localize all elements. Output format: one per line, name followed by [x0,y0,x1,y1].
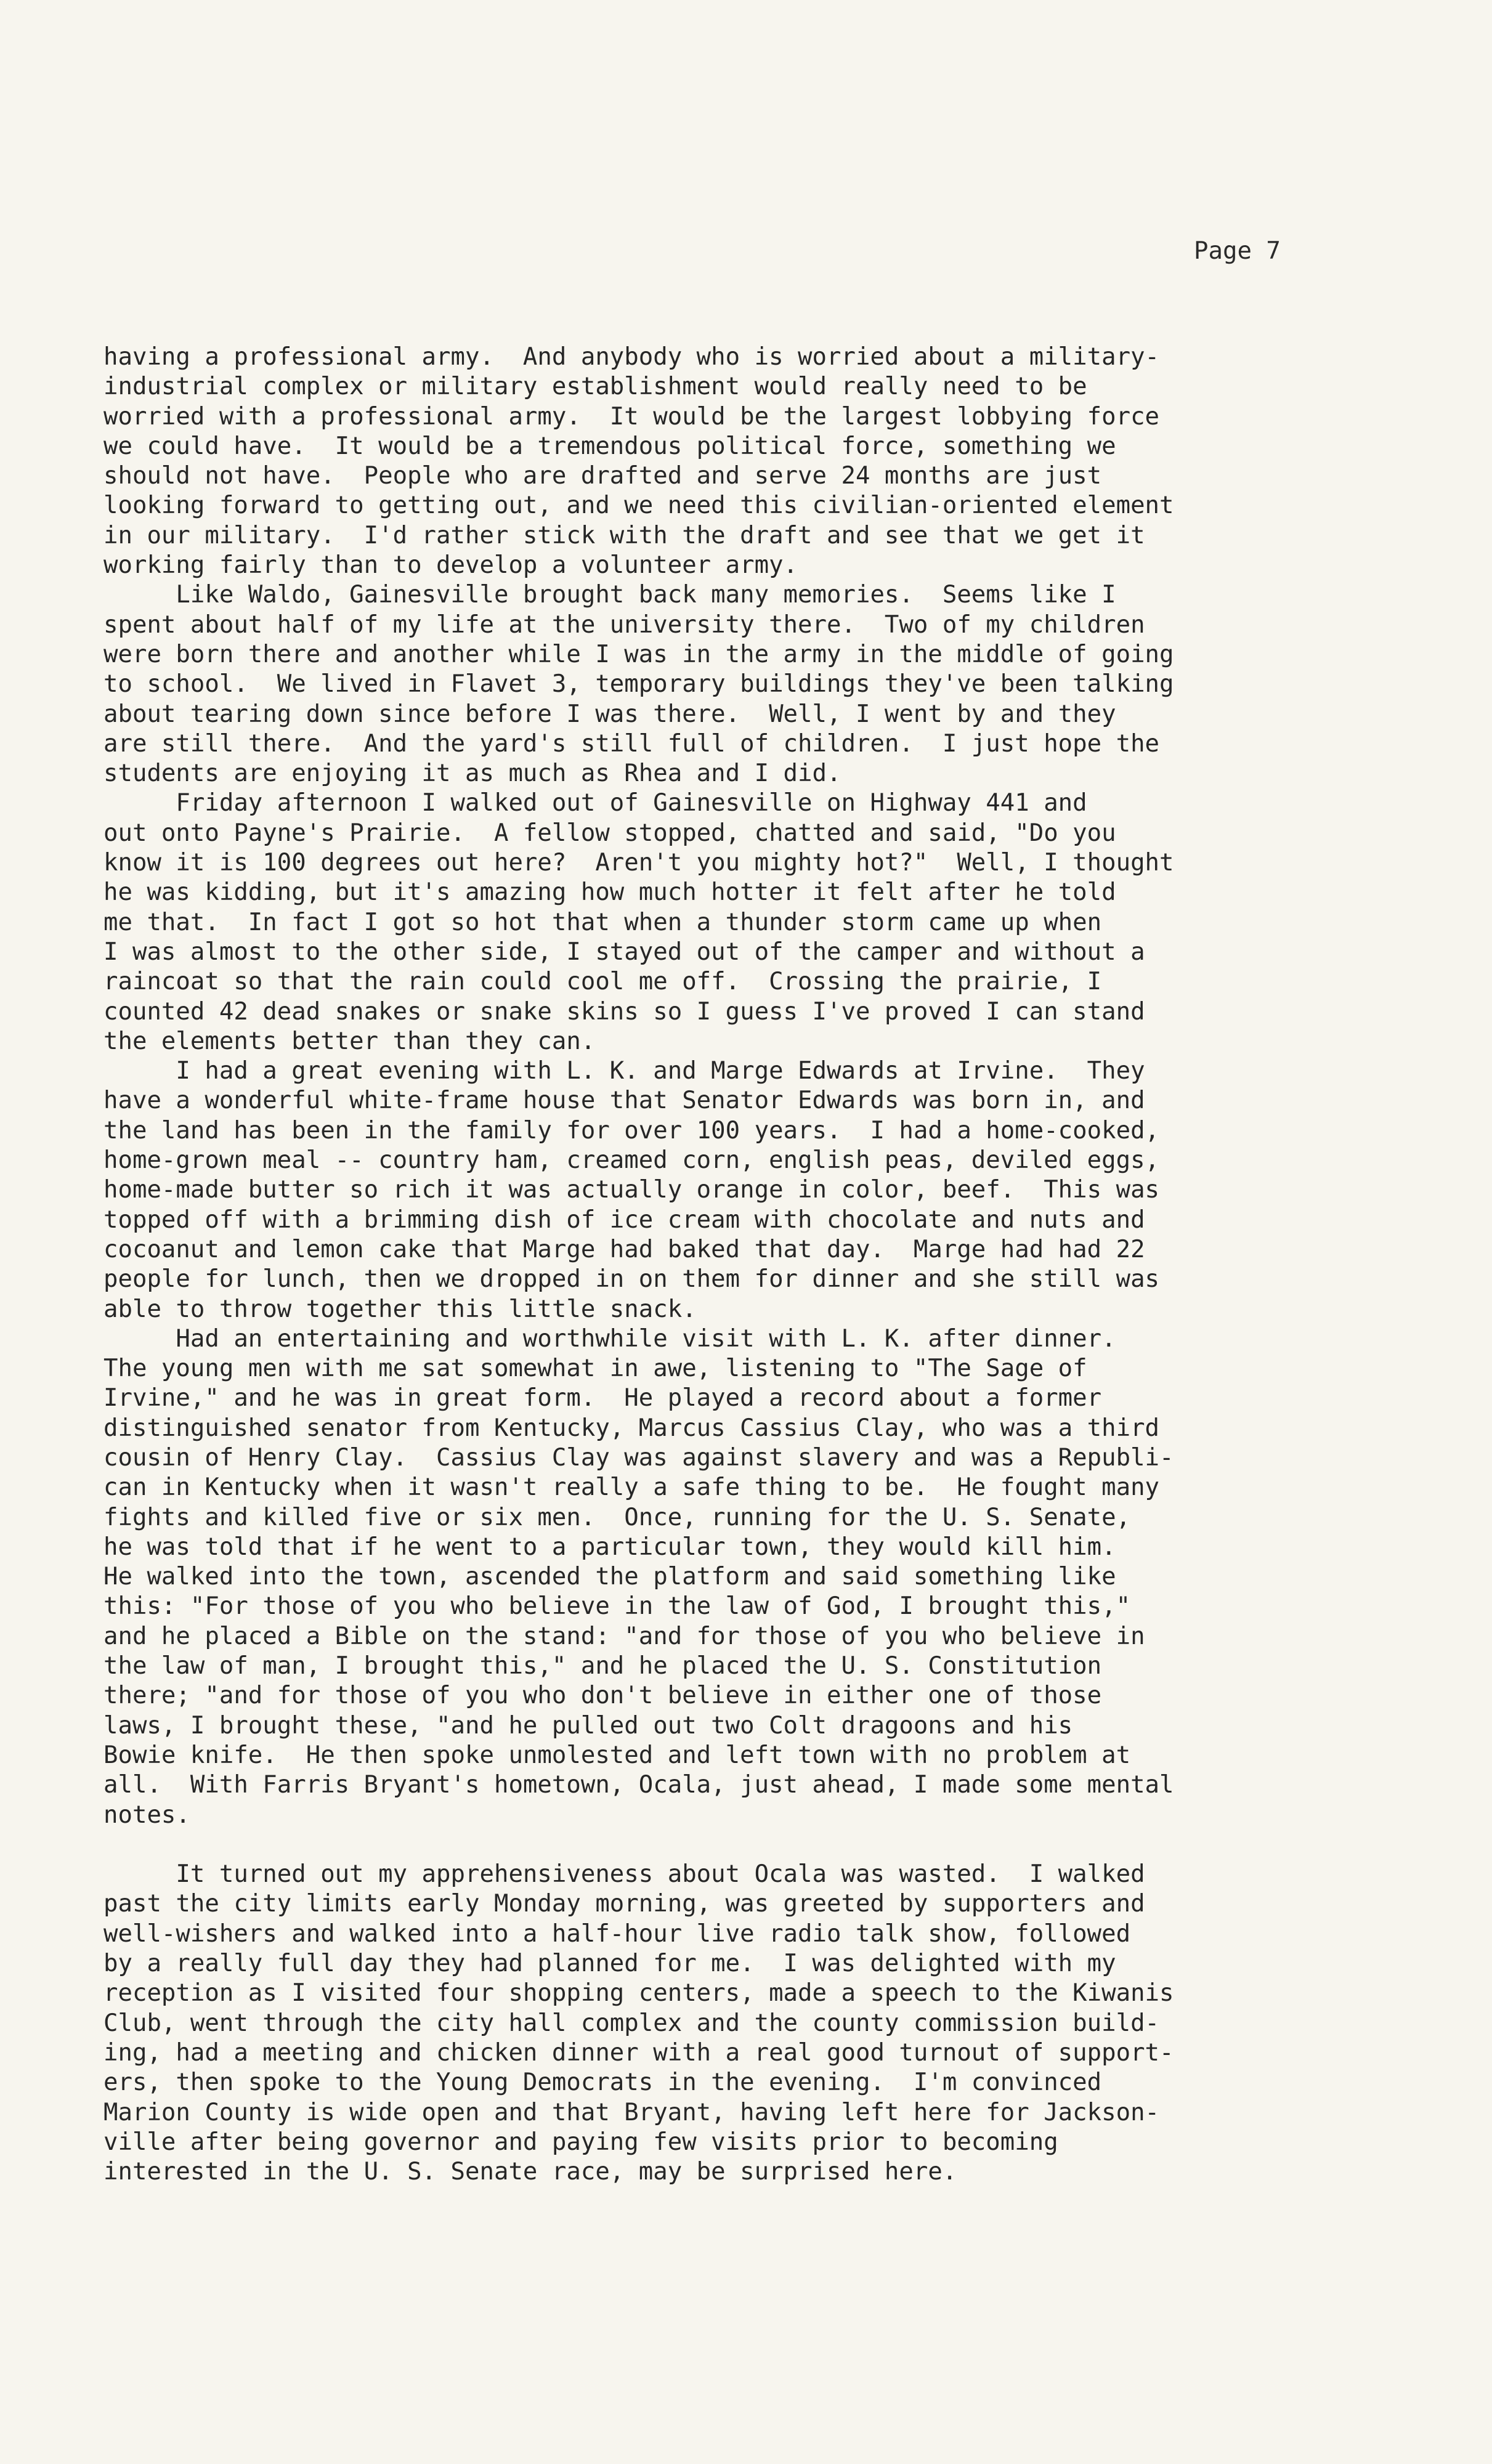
text-line: It turned out my apprehensiveness about Ocala was wasted. I walked [103,1860,1145,1889]
text-line: me that. In fact I got so hot that when a thunder storm came up when [103,908,1102,936]
text-line: Marion County is wide open and that Bryant, having left here for Jackson- [103,2098,1160,2126]
text-line: cousin of Henry Clay. Cassius Clay was against slavery and was a Republi- [103,1443,1174,1472]
text-line: Friday afternoon I walked out of Gainesville on Highway 441 and [103,789,1087,817]
text-line: by a really full day they had planned for me. I was delighted with my [103,1950,1116,1978]
text-line: well-wishers and walked into a half-hour live radio talk show, followed [103,1919,1131,1948]
text-line: looking forward to getting out, and we need this civilian-oriented element [103,492,1174,520]
page-number: Page 7 [1194,237,1281,265]
text-line: should not have. People who are drafted and serve 24 months are just [103,462,1102,490]
text-line: and he placed a Bible on the stand: "and for those of you who believe in [103,1622,1145,1650]
text-line: Had an entertaining and worthwhile visit with L. K. after dinner. [103,1324,1116,1353]
text-line: out onto Payne's Prairie. A fellow stopped, chatted and said, "Do you [103,819,1116,847]
text-line: distinguished senator from Kentucky, Marcus Cassius Clay, who was a third [103,1414,1160,1442]
text-line: worried with a professional army. It would be the largest lobbying force [103,402,1160,431]
text-line: able to throw together this little snack. [103,1295,697,1323]
text-line: can in Kentucky when it wasn't really a safe thing to be. He fought many [103,1473,1160,1502]
text-line: in our military. I'd rather stick with the draft and see that we get it [103,521,1145,549]
text-line: He walked into the town, ascended the platform and said something like [103,1563,1116,1591]
paragraph-3 [103,788,1459,1056]
text-line: notes. [103,1801,190,1829]
text-line: I was almost to the other side, I stayed out of the camper and without a [103,938,1145,966]
text-line: home-made butter so rich it was actually orange in color, beef. This was [103,1176,1160,1204]
text-line: this: "For those of you who believe in the law of God, I brought this," [103,1592,1131,1621]
text-line: industrial complex or military establishment would really need to be [103,373,1087,401]
text-line: home-grown meal -- country ham, creamed corn, english peas, deviled eggs, [103,1146,1160,1175]
text-line: about tearing down since before I was there. Well, I went by and they [103,700,1116,728]
text-line: ers, then spoke to the Young Democrats in the evening. I'm convinced [103,2069,1102,2097]
text-line: the land has been in the family for over 100 years. I had a home-cooked, [103,1116,1160,1145]
text-line: working fairly than to develop a volunteer army. [103,551,798,580]
text-line: Irvine," and he was in great form. He played a record about a former [103,1384,1102,1412]
text-line: to school. We lived in Flavet 3, temporary buildings they've been talking [103,670,1174,699]
text-line: the elements better than they can. [103,1027,596,1055]
text-line: he was told that if he went to a particular town, they would kill him. [103,1533,1116,1561]
text-line: people for lunch, then we dropped in on them for dinner and she still was [103,1265,1160,1294]
text-line: students are enjoying it as much as Rhea and I did. [103,760,841,788]
text-line: Like Waldo, Gainesville brought back many memories. Seems like I [103,581,1116,609]
text-line: are still there. And the yard's still full of children. I just hope the [103,729,1160,758]
text-line: spent about half of my life at the university there. Two of my children [103,610,1145,639]
text-line: the law of man, I brought this," and he placed the U. S. Constitution [103,1652,1102,1680]
text-line: past the city limits early Monday morning, was greeted by supporters and [103,1890,1145,1918]
text-line: were born there and another while I was in the army in the middle of going [103,640,1174,668]
text-line: topped off with a brimming dish of ice cream with chocolate and nuts and [103,1206,1145,1234]
text-line: ing, had a meeting and chicken dinner with a real good turnout of support- [103,2038,1174,2067]
text-line: raincoat so that the rain could cool me off. Crossing the prairie, I [103,968,1102,996]
text-line: having a professional army. And anybody who is worried about a military- [103,343,1160,371]
text-line: have a wonderful white-frame house that Senator Edwards was born in, and [103,1087,1145,1115]
text-line: cocoanut and lemon cake that Marge had baked that day. Marge had had 22 [103,1235,1145,1263]
text-line: Bowie knife. He then spoke unmolested and left town with no problem at [103,1741,1131,1769]
paragraph-1 [103,342,1459,580]
text-line: ville after being governor and paying few visits prior to becoming [103,2128,1058,2156]
text-line: we could have. It would be a tremendous political force, something we [103,432,1116,460]
text-line: Club, went through the city hall complex and the county commission build- [103,2009,1160,2037]
text-line: laws, I brought these, "and he pulled out two Colt dragoons and his [103,1711,1073,1740]
text-line: all. With Farris Bryant's hometown, Ocala, just ahead, I made some mental [103,1771,1174,1799]
paragraph-gap [103,1830,1459,1860]
text-line: counted 42 dead snakes or snake skins so I guess I've proved I can stand [103,997,1145,1026]
paragraph-6 [103,1860,1459,2187]
text-line: I had a great evening with L. K. and Marge Edwards at Irvine. They [103,1057,1145,1085]
text-line: he was kidding, but it's amazing how much hotter it felt after he told [103,878,1116,907]
text-line: reception as I visited four shopping centers, made a speech to the Kiwanis [103,1979,1174,2008]
paragraph-4 [103,1056,1459,1324]
text-line: The young men with me sat somewhat in awe, listening to "The Sage of [103,1355,1087,1383]
body-text [103,342,1459,2187]
text-line: fights and killed five or six men. Once, running for the U. S. Senate, [103,1503,1131,1531]
text-line: know it is 100 degrees out here? Aren't you mighty hot?" Well, I thought [103,849,1174,877]
text-line: interested in the U. S. Senate race, may be surprised here. [103,2158,957,2186]
text-line: there; "and for those of you who don't believe in either one of those [103,1682,1102,1710]
paragraph-5 [103,1324,1459,1830]
paragraph-2 [103,580,1459,788]
